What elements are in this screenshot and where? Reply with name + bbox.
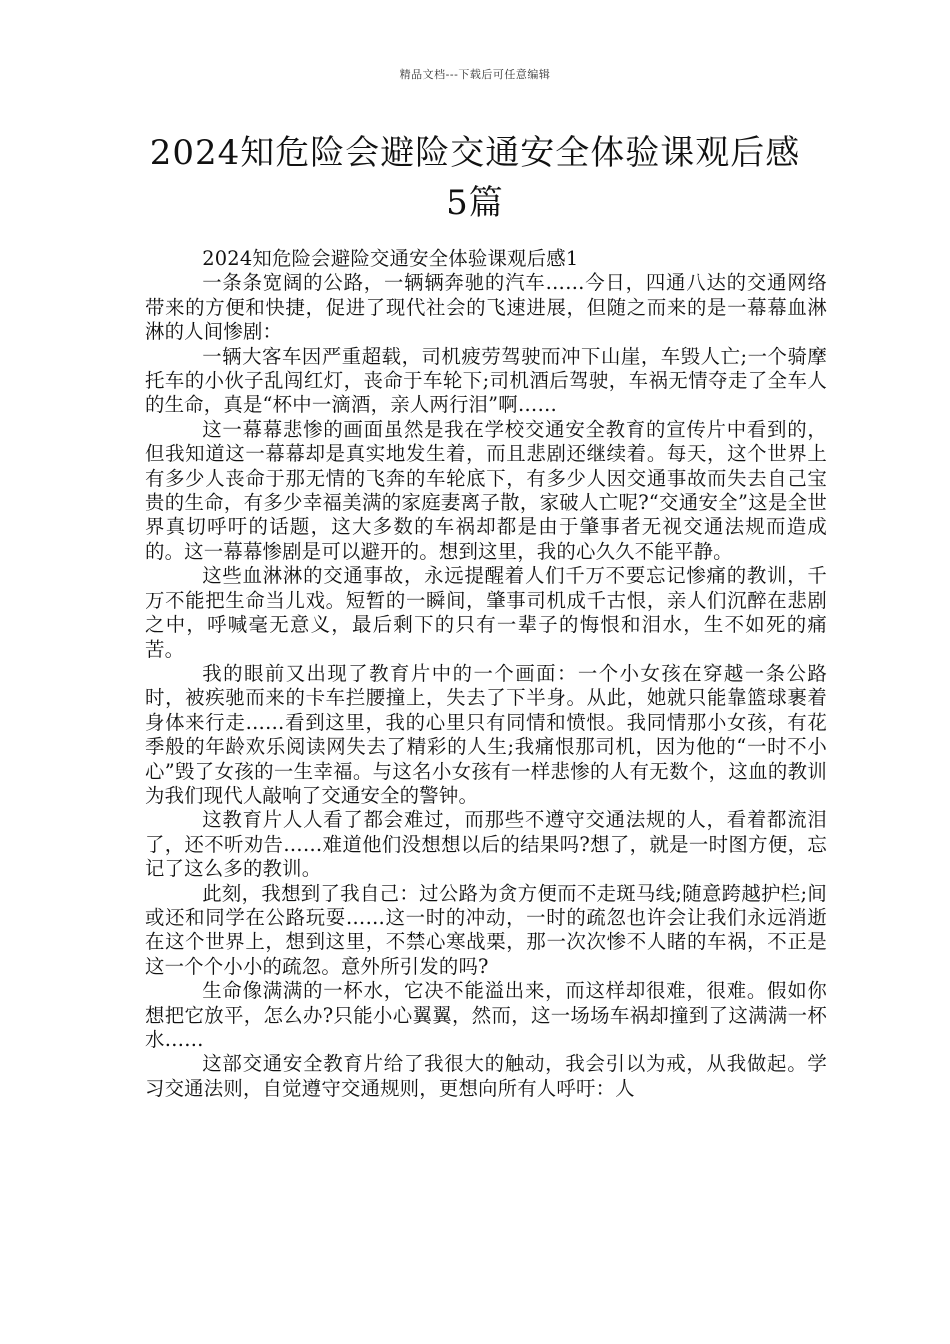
page-header: 精品文档---下载后可任意编辑 bbox=[399, 68, 551, 81]
paragraph: 这些血淋淋的交通事故，永远提醒着人们千万不要忘记惨痛的教训，千万不能把生命当儿戏。短暂的一瞬间，肇事司机成千古恨，亲人们沉醉在悲剧之中，呼喊毫无意义，最后剩下的只有一辈子的悔恨和泪水，生不如死的痛苦。 bbox=[145, 564, 827, 661]
section-heading: 2024知危险会避险交通安全体验课观后感1 bbox=[202, 247, 579, 270]
paragraph: 这部交通安全教育片给了我很大的触动，我会引以为戒，从我做起。学习交通法则，自觉遵守交通规则，更想向所有人呼吁：人 bbox=[145, 1052, 827, 1100]
paragraph: 这教育片人人看了都会难过，而那些不遵守交通法规的人，看着都流泪了，还不听劝告……难道他们没想想以后的结果吗?想了，就是一时图方便，忘记了这么多的教训。 bbox=[145, 808, 827, 881]
paragraph: 此刻，我想到了我自己：过公路为贪方便而不走斑马线;随意跨越护栏;间或还和同学在公路玩耍……这一时的冲动，一时的疏忽也许会让我们永远消逝在这个世界上，想到这里，不禁心寒战栗，那一次次惨不人睹的车祸，不正是这一个个小小的疏忽。意外所引发的吗? bbox=[145, 881, 827, 978]
document-body bbox=[145, 247, 827, 1101]
paragraph: 一条条宽阔的公路，一辆辆奔驰的汽车……今日，四通八达的交通网络带来的方便和快捷，促进了现代社会的飞速进展，但随之而来的是一幕幕血淋淋的人间惨剧： bbox=[145, 271, 827, 344]
paragraph: 生命像满满的一杯水，它决不能溢出来，而这样却很难，很难。假如你想把它放平，怎么办?只能小心翼翼，然而，这一场场车祸却撞到了这满满一杯水…… bbox=[145, 979, 827, 1051]
document-title-line-2: 5篇 bbox=[446, 183, 504, 223]
document-title-line-1: 2024知危险会避险交通安全体验课观后感 bbox=[149, 133, 801, 173]
paragraph: 一辆大客车因严重超载，司机疲劳驾驶而冲下山崖，车毁人亡;一个骑摩托车的小伙子乱闯红灯，丧命于车轮下;司机酒后驾驶，车祸无情夺走了全车人的生命，真是“杯中一滴酒，亲人两行泪”啊…… bbox=[145, 344, 827, 417]
paragraph: 这一幕幕悲惨的画面虽然是我在学校交通安全教育的宣传片中看到的，但我知道这一幕幕却是真实地发生着，而且悲剧还继续着。每天，这个世界上有多少人丧命于那无情的飞奔的车轮底下，有多少人因交通事故而失去自己宝贵的生命，有多少幸福美满的家庭妻离子散，家破人亡呢?“交通安全”这是全世界真切呼吁的话题，这大多数的车祸却都是由于肇事者无视交通法规而造成的。这一幕幕惨剧是可以避开的。想到这里，我的心久久不能平静。 bbox=[145, 417, 827, 563]
paragraph: 我的眼前又出现了教育片中的一个画面：一个小女孩在穿越一条公路时，被疾驰而来的卡车拦腰撞上，失去了下半身。从此，她就只能靠篮球裹着身体来行走……看到这里，我的心里只有同情和愤恨。我同情那小女孩，有花季般的年龄欢乐阅读网失去了精彩的人生;我痛恨那司机，因为他的“一时不小心”毁了女孩的一生幸福。与这名小女孩有一样悲惨的人有无数个，这血的教训为我们现代人敲响了交通安全的警钟。 bbox=[145, 661, 827, 807]
document-title bbox=[60, 128, 890, 228]
